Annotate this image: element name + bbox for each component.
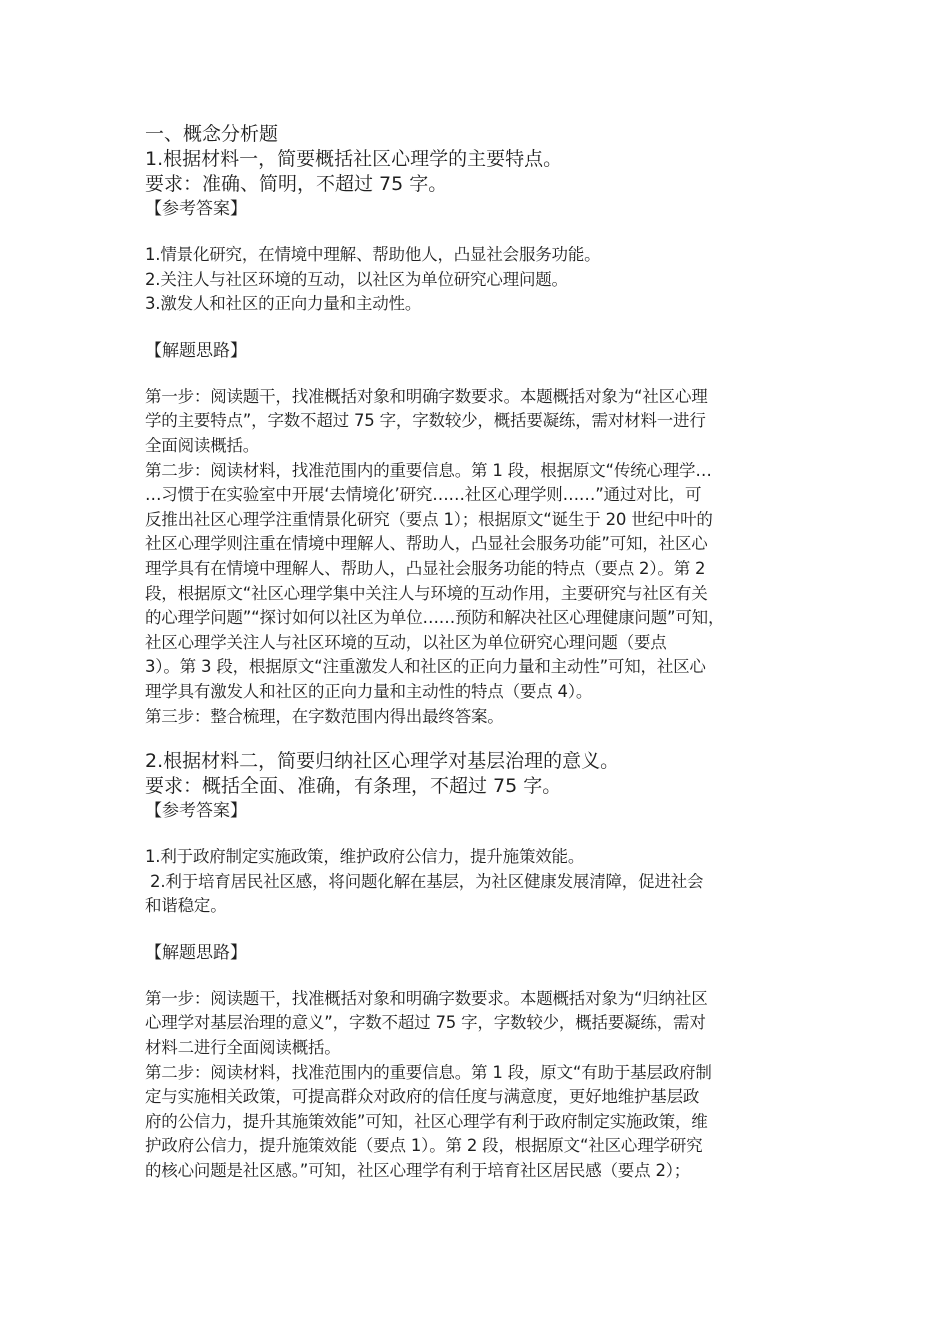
q2-analysis-line: 护政府公信力，提升施策效能（要点 1）。第 2 段，根据原文“社区心理学研究 xyxy=(145,1136,703,1156)
q2-analysis-line: 第二步：阅读材料，找准范围内的重要信息。第 1 段，原文“有助于基层政府制 xyxy=(145,1062,712,1082)
q1-analysis-line: 第三步：整合梳理，在字数范围内得出最终答案。 xyxy=(145,706,504,726)
q1-question: 1.根据材料一，简要概括社区心理学的主要特点。 xyxy=(145,148,563,170)
q1-answer-list xyxy=(145,243,813,317)
q2-requirement: 要求：概括全面、准确，有条理，不超过 75 字。 xyxy=(145,775,562,798)
q1-analysis-line: 3）。第 3 段，根据原文“注重激发人和社区的正向力量和主动性”可知，社区心 xyxy=(145,657,706,677)
document-page xyxy=(145,122,813,1184)
q2-analysis xyxy=(145,987,813,1184)
q2-answer-item: 和谐稳定。 xyxy=(145,896,227,916)
q2-answer-item: 1.利于政府制定实施政策，维护政府公信力，提升施策效能。 xyxy=(145,847,585,867)
q1-analysis-label: 【解题思路】 xyxy=(145,340,247,361)
q2-answer-item: 2.利于培育居民社区感，将问题化解在基层，为社区健康发展清障，促进社会 xyxy=(145,871,704,891)
q1-analysis-line: 第二步：阅读材料，找准范围内的重要信息。第 1 段，根据原文“传统心理学… xyxy=(145,460,712,480)
q1-answer-item: 3.激发人和社区的正向力量和主动性。 xyxy=(145,294,422,314)
q1-analysis-line: 的心理学问题”“探讨如何以社区为单位……预防和解决社区心理健康问题”可知， xyxy=(145,608,725,628)
q1-analysis-line: 第一步：阅读题干，找准概括对象和明确字数要求。本题概括对象为“社区心理 xyxy=(145,386,708,406)
q1-analysis-line: 段，根据原文“社区心理学集中关注人与环境的互动作用，主要研究与社区有关 xyxy=(145,583,708,603)
q2-answer-list xyxy=(145,845,813,919)
q1-analysis xyxy=(145,385,813,729)
q1-analysis-line: 反推出社区心理学注重情景化研究（要点 1）；根据原文“诞生于 20 世纪中叶的 xyxy=(145,509,713,529)
q1-answer-item: 2.关注人与社区环境的互动，以社区为单位研究心理问题。 xyxy=(145,269,568,289)
q2-analysis-label: 【解题思路】 xyxy=(145,942,247,963)
q2-answer-label: 【参考答案】 xyxy=(145,801,247,822)
q2-analysis-line: 定与实施相关政策，可提高群众对政府的信任度与满意度，更好地维护基层政 xyxy=(145,1087,700,1107)
q1-analysis-line: 社区心理学则注重在情境中理解人、帮助人，凸显社会服务功能”可知，社区心 xyxy=(145,534,708,554)
q1-analysis-line: 学的主要特点”，字数不超过 75 字，字数较少，概括要凝练，需对材料一进行 xyxy=(145,411,706,431)
q2-analysis-line: 的核心问题是社区感。”可知，社区心理学有利于培育社区居民感（要点 2）； xyxy=(145,1161,691,1181)
q1-analysis-line: …习惯于在实验室中开展‘去情境化’研究……社区心理学则……”通过对比，可 xyxy=(145,485,702,505)
q2-analysis-line: 第一步：阅读题干，找准概括对象和明确字数要求。本题概括对象为“归纳社区 xyxy=(145,988,708,1008)
q2-analysis-line: 心理学对基层治理的意义”，字数不超过 75 字，字数较少，概括要凝练，需对 xyxy=(145,1013,706,1033)
q1-analysis-line: 理学具有激发人和社区的正向力量和主动性的特点（要点 4）。 xyxy=(145,681,593,701)
q1-answer-item: 1.情景化研究，在情境中理解、帮助他人，凸显社会服务功能。 xyxy=(145,245,601,264)
q1-answer-label: 【参考答案】 xyxy=(145,199,247,219)
q1-requirement: 要求：准确、简明，不超过 75 字。 xyxy=(145,173,448,195)
q2-question: 2.根据材料二，简要归纳社区心理学对基层治理的意义。 xyxy=(145,750,620,773)
q1-analysis-line: 理学具有在情境中理解人、帮助人，凸显社会服务功能的特点（要点 2）。第 2 xyxy=(145,558,706,578)
section-title: 一、概念分析题 xyxy=(145,123,279,145)
q2-analysis-line: 材料二进行全面阅读概括。 xyxy=(145,1038,341,1058)
q1-analysis-line: 社区心理学关注人与社区环境的互动，以社区为单位研究心理问题（要点 xyxy=(145,632,667,652)
q2-analysis-line: 府的公信力，提升其施策效能”可知，社区心理学有利于政府制定实施政策，维 xyxy=(145,1111,708,1131)
q1-analysis-line: 全面阅读概括。 xyxy=(145,435,260,455)
